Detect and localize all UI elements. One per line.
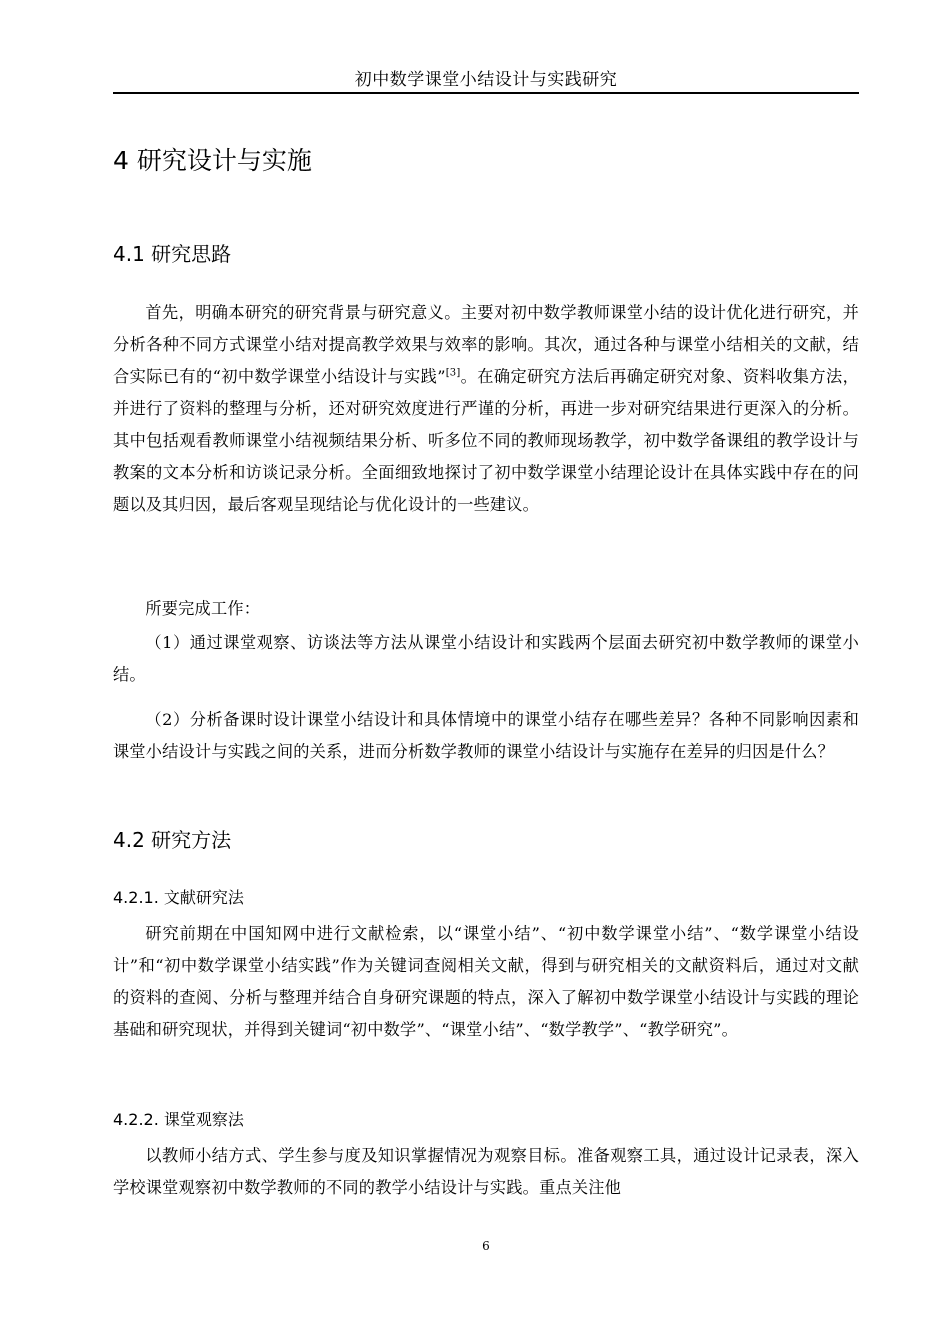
header-rule (113, 92, 859, 94)
paragraph-research-approach (113, 297, 859, 521)
paragraph-task-1: （1）通过课堂观察、访谈法等方法从课堂小结设计和实践两个层面去研究初中数学教师的课堂小结。 (113, 633, 859, 684)
section-title-4-1: 4.1 研究思路 (113, 242, 232, 266)
paragraph-text: 首先，明确本研究的研究背景与研究意义。主要对初中数学教师课堂小结的设计优化进行研究，并分析各种不同方式课堂小结对提高教学效果与效率的影响。其次，通过各种与课堂小结相关的文献，结合实际已有的“初中数学课堂小结设计与实践” (113, 303, 859, 386)
section-title-4-2: 4.2 研究方法 (113, 828, 232, 852)
paragraph-literature-method: 研究前期在中国知网中进行文献检索，以“课堂小结”、“初中数学课堂小结”、“数学课堂小结设计”和“初中数学课堂小结实践”作为关键词查阅相关文献，得到与研究相关的文献资料后，通过对文献的资料的查阅、分析与整理并结合自身研究课题的特点，深入了解初中数学课堂小结设计与实践的理论基础和研究现状，并得到关键词“初中数学”、“课堂小结”、“数学教学”、“教学研究”。 (113, 924, 859, 1039)
citation-ref[interactable]: [3] (445, 367, 461, 379)
running-header: 初中数学课堂小结设计与实践研究 (354, 70, 618, 90)
chapter-title: 4 研究设计与实施 (113, 146, 312, 175)
subsection-title-4-2-1: 4.2.1. 文献研究法 (113, 888, 244, 907)
paragraph-observation-method: 以教师小结方式、学生参与度及知识掌握情况为观察目标。准备观察工具，通过设计记录表，深入学校课堂观察初中数学教师的不同的教学小结设计与实践。重点关注他 (113, 1146, 859, 1197)
paragraph-task-2: （2）分析备课时设计课堂小结设计和具体情境中的课堂小结存在哪些差异？各种不同影响因素和课堂小结设计与实践之间的关系，进而分析数学教师的课堂小结设计与实施存在差异的归因是什么？ (113, 710, 859, 761)
paragraph-tasks-intro: 所要完成工作： (145, 599, 261, 618)
subsection-title-4-2-2: 4.2.2. 课堂观察法 (113, 1110, 244, 1129)
page-number: 6 (482, 1239, 490, 1253)
paragraph-text: 。在确定研究方法后再确定研究对象、资料收集方法，并进行了资料的整理与分析，还对研究效度进行严谨的分析，再进一步对研究结果进行更深入的分析。其中包括观看教师课堂小结视频结果分析、听多位不同的教师现场教学，初中数学备课组的教学设计与教案的文本分析和访谈记录分析。全面细致地探讨了初中数学课堂小结理论设计在具体实践中存在的问题以及其归因，最后客观呈现结论与优化设计的一些建议。 (113, 367, 859, 514)
